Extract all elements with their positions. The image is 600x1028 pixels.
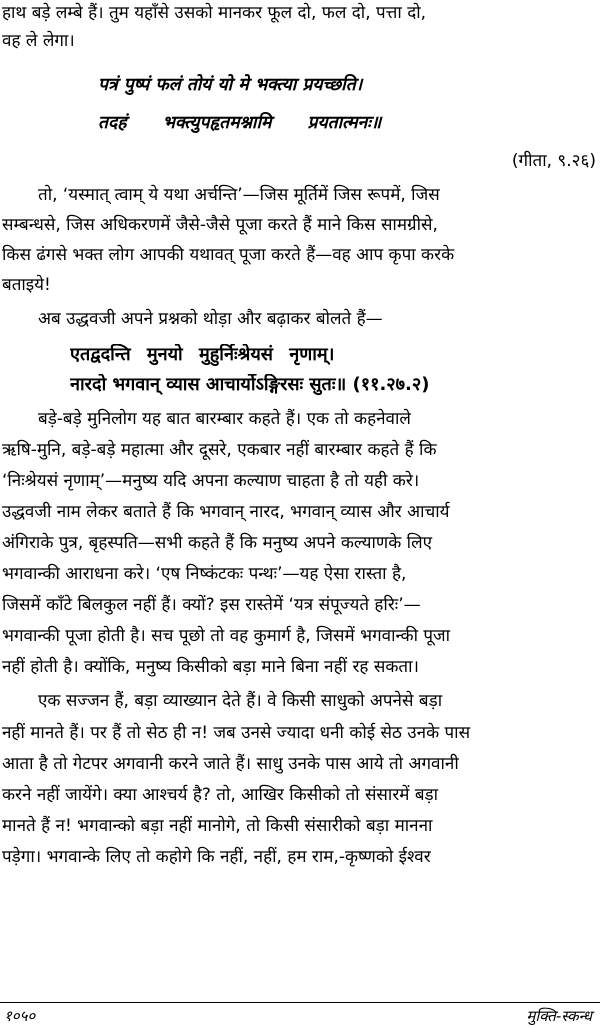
verse-reference: (गीता, ९.२६)	[511, 151, 596, 171]
page-number: १०५०	[4, 1007, 36, 1025]
text-line: नहीं होती है। क्योंकि, मनुष्य किसीको बड़ा माने बिना नहीं रह सकता।	[2, 657, 419, 677]
text-line: नहीं मानते हैं। पर हैं तो सेठ ही न! जब उनसे ज्यादा धनी कोई सेठ उनके पास	[2, 723, 471, 743]
text-line: उद्धवजी नाम लेकर बताते हैं कि भगवान् नारद, भगवान् व्यास और आचार्य	[2, 502, 450, 522]
text-line: मानते हैं न! भगवान्को बड़ा नहीं मानोगे, तो किसी संसारीको बड़ा मानना	[2, 816, 433, 836]
text-line: बताइये!	[2, 275, 51, 295]
text-line: अब उद्धवजी अपने प्रश्नको थोड़ा और बढ़ाकर बोलते हैं—	[38, 309, 383, 329]
text-line: सम्बन्धसे, जिस अधिकरणमें जैसे-जैसे पूजा करते हैं माने किस सामग्रीसे,	[2, 215, 438, 235]
text-line: पड़ेगा। भगवान्के लिए तो कहोगे कि नहीं, नहीं, हम राम,-कृष्णको ईश्वर	[2, 847, 431, 867]
verse-line: नारदो भगवान् व्यास आचार्योऽङ्गिरसः सुतः॥ (११.२७.२)	[70, 374, 430, 395]
text-line: भगवान्की आराधना करे। ‘एष निष्कंटकः पन्थः’—यह ऐसा रास्ता है,	[2, 564, 407, 584]
verse-line: तदहं भक्त्युपहृतमश्नामि प्रयतात्मनः॥	[98, 113, 382, 133]
text-line: वह ले लेगा।	[2, 31, 75, 51]
text-line: जिसमें काँटे बिलकुल नहीं हैं। क्यों? इस रास्तेमें ‘यत्र संपूज्यते हरिः’—	[2, 595, 421, 615]
footer-rule	[0, 1002, 600, 1003]
text-line: बड़े-बड़े मुनिलोग यह बात बारम्बार कहते हैं। एक तो कहनेवाले	[38, 409, 411, 429]
section-title: मुक्ति-स्कन्ध	[526, 1007, 592, 1025]
text-line: तो, ‘यस्मात् त्वाम् ये यथा अर्चन्ति’—जिस मूर्तिमें जिस रूपमें, जिस	[38, 185, 440, 205]
text-line: भगवान्की पूजा होती है। सच पूछो तो वह कुमार्ग है, जिसमें भगवान्की पूजा	[2, 626, 451, 646]
text-line: ‘निःश्रेयसं नृणाम्’—मनुष्य यदि अपना कल्याण चाहता है तो यही करे।	[2, 471, 420, 491]
text-line: आता है तो गेटपर अगवानी करने जाते हैं। साधु उनके पास आये तो अगवानी	[2, 754, 459, 774]
text-line: हाथ बड़े लम्बे हैं। तुम यहाँसे उसको मानकर फूल दो, फल दो, पत्ता दो,	[2, 3, 427, 23]
text-line: करने नहीं जायेंगे। क्या आश्चर्य है? तो, आखिर किसीको तो संसारमें बड़ा	[2, 785, 439, 805]
text-line: ऋषि-मुनि, बड़े-बड़े महात्मा और दूसरे, एकबार नहीं बारम्बार कहते हैं कि	[2, 440, 437, 460]
text-line: किस ढंगसे भक्त लोग आपकी यथावत् पूजा करते हैं—वह आप कृपा करके	[2, 245, 455, 265]
text-line: एक सज्जन हैं, बड़ा व्याख्यान देते हैं। वे किसी साधुको अपनेसे बड़ा	[38, 691, 443, 711]
verse-line: एतद्वदन्ति मुनयो मुहुर्निःश्रेयसं नृणाम्।	[70, 344, 335, 365]
text-line: अंगिराके पुत्र, बृहस्पति—सभी कहते हैं कि मनुष्य अपने कल्याणके लिए	[2, 533, 432, 553]
verse-line: पत्रं पुष्पं फलं तोयं यो मे भक्त्या प्रयच्छति।	[98, 75, 363, 95]
